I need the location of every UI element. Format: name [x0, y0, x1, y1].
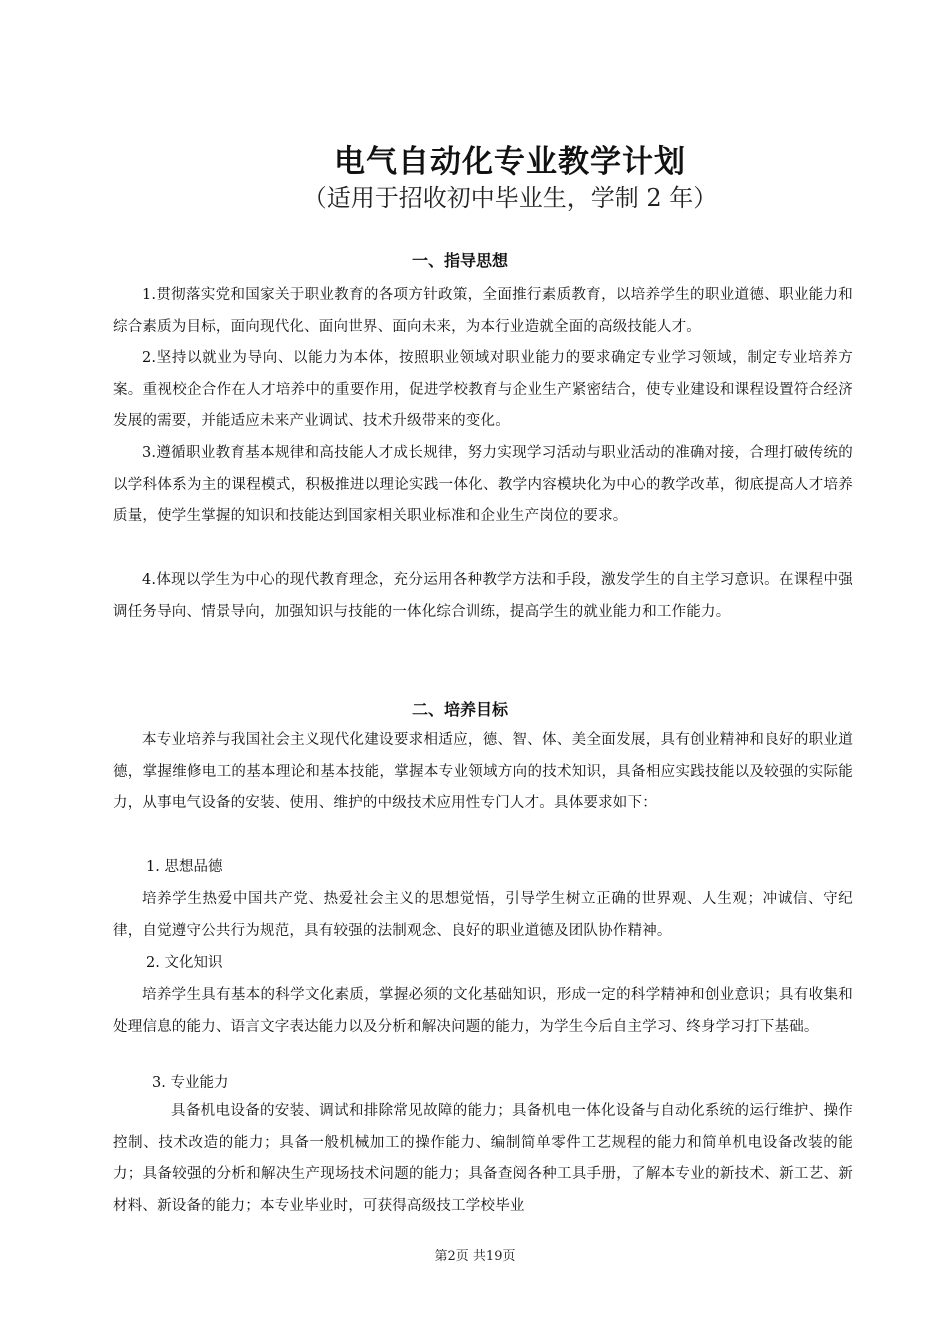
paragraph: 1.贯彻落实党和国家关于职业教育的各项方针政策，全面推行素质教育，以培养学生的职业道德、职业能力和综合素质为目标，面向现代化、面向世界、面向未来，为本行业造就全面的高级技能人才。 [113, 287, 853, 335]
section-heading-training-goal: 二、培养目标 [411, 700, 508, 719]
page-number-footer: 第2页 共19页 [434, 1249, 516, 1264]
paragraph: 具备机电设备的安装、调试和排除常见故障的能力；具备机电一体化设备与自动化系统的运行维护、操作控制、技术改造的能力；具备一般机械加工的操作能力、编制简单零件工艺规程的能力和简单机电设备改装的能力；具备较强的分析和解决生产现场技术问题的能力；具备查阅各种工具手册，了解本专业的新技术、新工艺、新材料、新设备的能力；本专业毕业时，可获得高级技工学校毕业 [113, 1103, 853, 1214]
item-heading-ideology: 1. 思想品德 [146, 859, 223, 875]
paragraph: 培养学生热爱中国共产党、热爱社会主义的思想觉悟，引导学生树立正确的世界观、人生观；冲诚信、守纪律，自觉遵守公共行为规范，具有较强的法制观念、良好的职业道德及团队协作精神。 [113, 891, 853, 939]
paragraph: 2.坚持以就业为导向、以能力为本体，按照职业领域对职业能力的要求确定专业学习领域，制定专业培养方案。重视校企合作在人才培养中的重要作用，促进学校教育与企业生产紧密结合，使专业建设和课程设置符合经济发展的需要，并能适应未来产业调试、技术升级带来的变化。 [113, 350, 853, 429]
item-heading-culture: 2. 文化知识 [146, 955, 223, 971]
paragraph: 3.遵循职业教育基本规律和高技能人才成长规律，努力实现学习活动与职业活动的准确对接，合理打破传统的以学科体系为主的课程模式，积极推进以理论实践一体化、教学内容模块化为中心的教学改革，彻底提高人才培养质量，使学生掌握的知识和技能达到国家相关职业标准和企业生产岗位的要求。 [113, 445, 853, 524]
document-subtitle: （适用于招收初中毕业生，学制 2 年） [302, 184, 718, 212]
paragraph: 本专业培养与我国社会主义现代化建设要求相适应，德、智、体、美全面发展，具有创业精神和良好的职业道德，掌握维修电工的基本理论和基本技能，掌握本专业领域方向的技术知识，具备相应实践技能以及较强的实际能力，从事电气设备的安装、使用、维护的中级技术应用性专门人才。具体要求如下： [113, 732, 853, 811]
paragraph: 培养学生具有基本的科学文化素质，掌握必须的文化基础知识，形成一定的科学精神和创业意识；具有收集和处理信息的能力、语言文字表达能力以及分析和解决问题的能力，为学生今后自主学习、终身学习打下基础。 [113, 987, 853, 1035]
document-title: 电气自动化专业教学计划 [334, 144, 686, 180]
item-heading-professional: 3. 专业能力 [152, 1075, 229, 1091]
paragraph: 4.体现以学生为中心的现代教育理念，充分运用各种教学方法和手段，激发学生的自主学习意识。在课程中强调任务导向、情景导向，加强知识与技能的一体化综合训练，提高学生的就业能力和工作能力。 [113, 572, 853, 620]
section-heading-guiding-ideology: 一、指导思想 [411, 251, 508, 270]
